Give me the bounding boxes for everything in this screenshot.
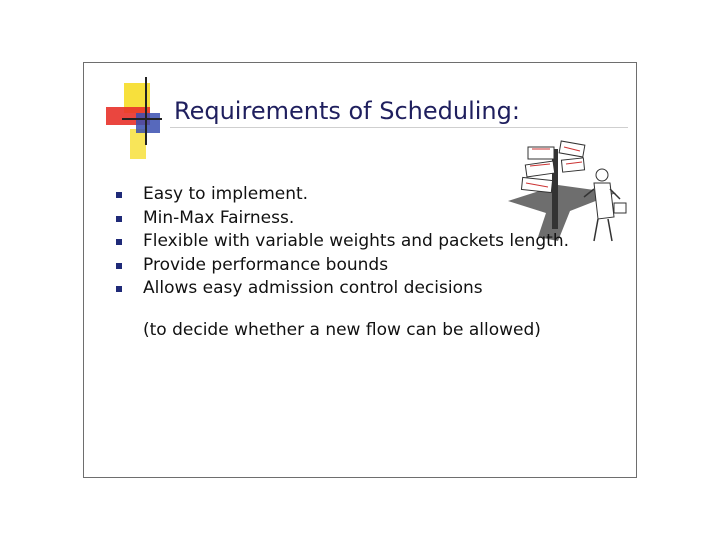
bullet-item xyxy=(108,183,578,207)
bullet-item xyxy=(108,254,578,278)
bullet-marker-icon xyxy=(116,216,122,222)
bullet-text: Allows easy admission control decisions xyxy=(143,278,483,298)
bullet-marker-icon xyxy=(116,286,122,292)
bullet-text: Flexible with variable weights and packets length. xyxy=(143,231,570,251)
title-divider xyxy=(170,127,628,128)
slide-title: Requirements of Scheduling: xyxy=(174,97,520,125)
bullet-marker-icon xyxy=(116,239,122,245)
bullet-marker-icon xyxy=(116,192,122,198)
bullet-item xyxy=(108,230,578,254)
bullet-list xyxy=(108,183,578,301)
bullet-item xyxy=(108,207,578,231)
title-decoration-icon xyxy=(84,63,164,163)
bullet-text: Easy to implement. xyxy=(143,184,309,204)
bullet-item xyxy=(108,277,578,301)
bullet-continuation: (to decide whether a new flow can be allowed) xyxy=(143,320,541,340)
bullet-text: Min-Max Fairness. xyxy=(143,207,295,228)
slide-frame xyxy=(83,62,637,478)
bullet-marker-icon xyxy=(116,263,122,269)
bullet-text: Provide performance bounds xyxy=(143,254,389,275)
